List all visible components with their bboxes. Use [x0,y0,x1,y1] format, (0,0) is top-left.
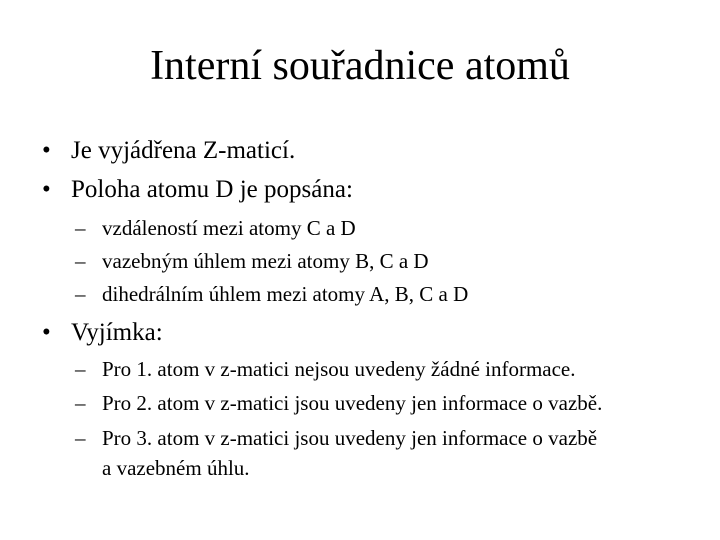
sub-bullet-text: dihedrálním úhlem mezi atomy A, B, C a D [102,282,469,306]
sub-bullet-text: Pro 3. atom v z-matici jsou uvedeny jen informace o vazbě [102,426,598,450]
bullet-marker: • [42,137,51,164]
sub-bullet-text: vazebným úhlem mezi atomy B, C a D [102,249,429,273]
dash-marker: – [75,249,86,273]
dash-marker: – [75,282,86,306]
dash-marker: – [75,391,86,415]
dash-marker: – [75,357,86,381]
sub-bullet-text: Pro 1. atom v z-matici nejsou uvedeny žádné informace. [102,357,576,381]
bullet-marker: • [42,176,51,203]
sub-bullet-text: Pro 2. atom v z-matici jsou uvedeny jen informace o vazbě. [102,391,603,415]
bullet-text: Je vyjádřena Z-maticí. [71,137,296,164]
dash-marker: – [75,216,86,240]
sub-bullet-text: a vazebném úhlu. [102,456,250,480]
bullet-text: Vyjímka: [71,319,163,346]
slide-title: Interní souřadnice atomů [150,43,570,89]
bullet-text: Poloha atomu D je popsána: [71,176,353,203]
sub-bullet-text: vzdáleností mezi atomy C a D [102,216,356,240]
dash-marker: – [75,426,86,450]
bullet-marker: • [42,319,51,346]
